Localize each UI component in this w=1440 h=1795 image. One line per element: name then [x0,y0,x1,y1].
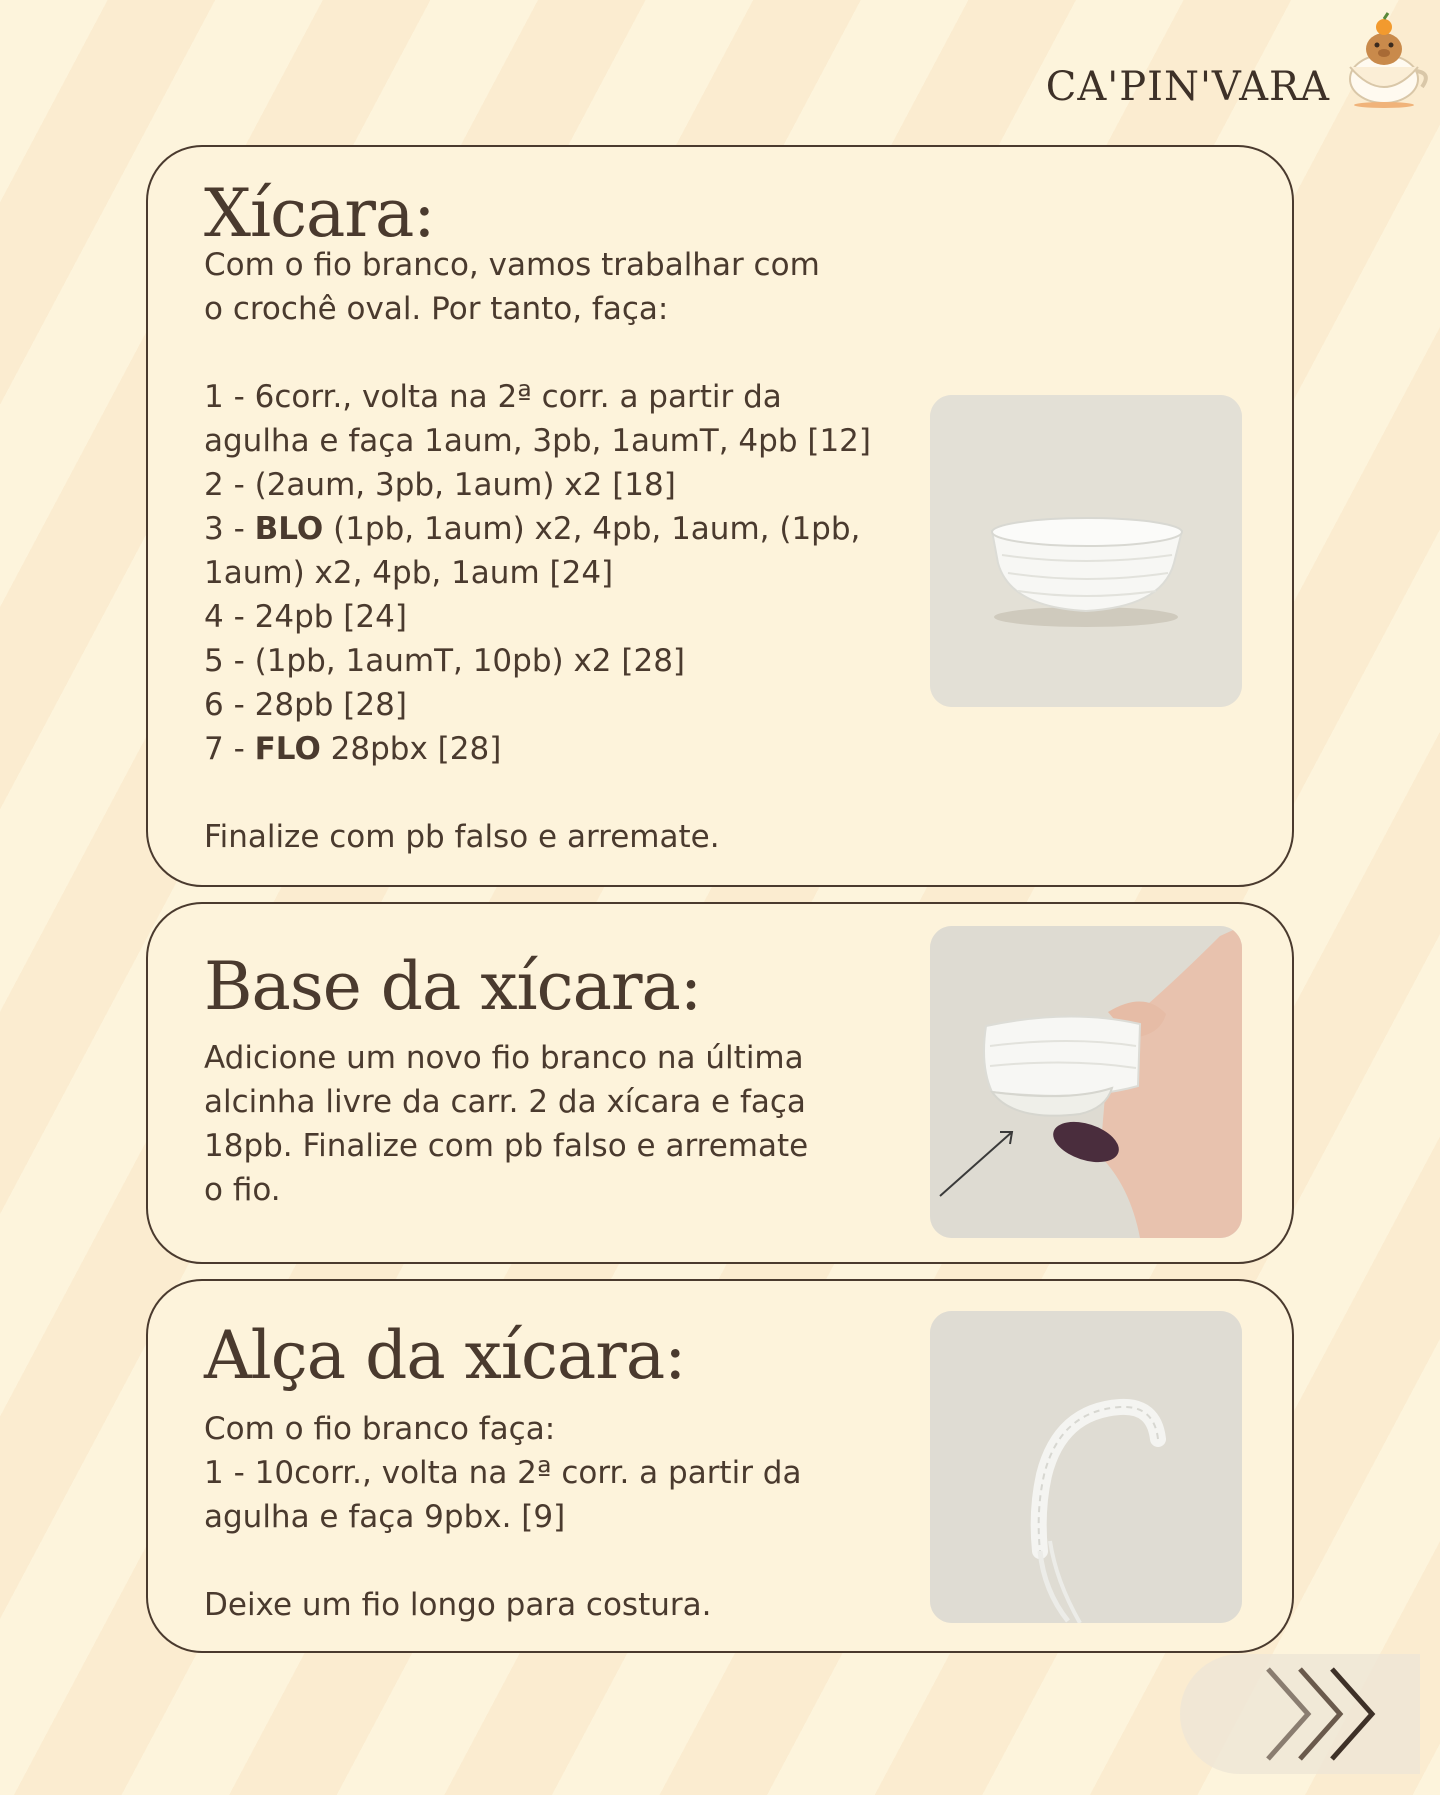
round-line: agulha e faça 1aum, 3pb, 1aumT, 4pb [12] [204,423,871,459]
base-line: Adicione um novo fio branco na última [204,1040,804,1076]
alca-title: Alça da xícara: [204,1317,686,1394]
crochet-handle-photo [930,1311,1242,1623]
alca-footer: Deixe um fio longo para costura. [204,1587,712,1623]
alca-line: 1 - 10corr., volta na 2ª corr. a partir da [204,1455,802,1491]
brand-header [1046,8,1432,110]
round-line: 6 - 28pb [28] [204,687,407,723]
xicara-card [146,145,1294,887]
base-line: alcinha livre da carr. 2 da xícara e faça [204,1084,806,1120]
round-line: 7 - FLO 28pbx [28] [204,731,502,767]
alca-instructions [204,1407,884,1627]
xicara-intro-line: o crochê oval. Por tanto, faça: [204,291,669,327]
alca-line: Com o fio branco faça: [204,1411,556,1447]
base-instructions [204,1036,884,1212]
xicara-instructions [204,243,884,859]
xicara-title: Xícara: [204,175,435,252]
alca-card [146,1279,1294,1653]
capybara-cup-logo-icon [1340,9,1432,109]
round-line: 2 - (2aum, 3pb, 1aum) x2 [18] [204,467,676,503]
round-line: 1 - 6corr., volta na 2ª corr. a partir da [204,379,782,415]
round-line: 5 - (1pb, 1aumT, 10pb) x2 [28] [204,643,686,679]
alca-line: agulha e faça 9pbx. [9] [204,1499,566,1535]
brand-name: CA'PIN'VARA [1045,64,1330,110]
next-page-button[interactable] [1180,1654,1420,1774]
round-line: 4 - 24pb [24] [204,599,407,635]
base-title: Base da xícara: [204,948,702,1025]
triple-chevron-right-icon [1260,1659,1390,1769]
base-card [146,902,1294,1264]
base-line: 18pb. Finalize com pb falso e arremate [204,1128,809,1164]
xicara-intro-line: Com o fio branco, vamos trabalhar com [204,247,820,283]
base-line: o fio. [204,1172,281,1208]
white-crochet-cup-photo [930,395,1242,707]
hand-holding-cup-photo [930,926,1242,1238]
round-line: 3 - BLO (1pb, 1aum) x2, 4pb, 1aum, (1pb, [204,511,861,547]
round-line: 1aum) x2, 4pb, 1aum [24] [204,555,614,591]
xicara-footer: Finalize com pb falso e arremate. [204,819,720,855]
